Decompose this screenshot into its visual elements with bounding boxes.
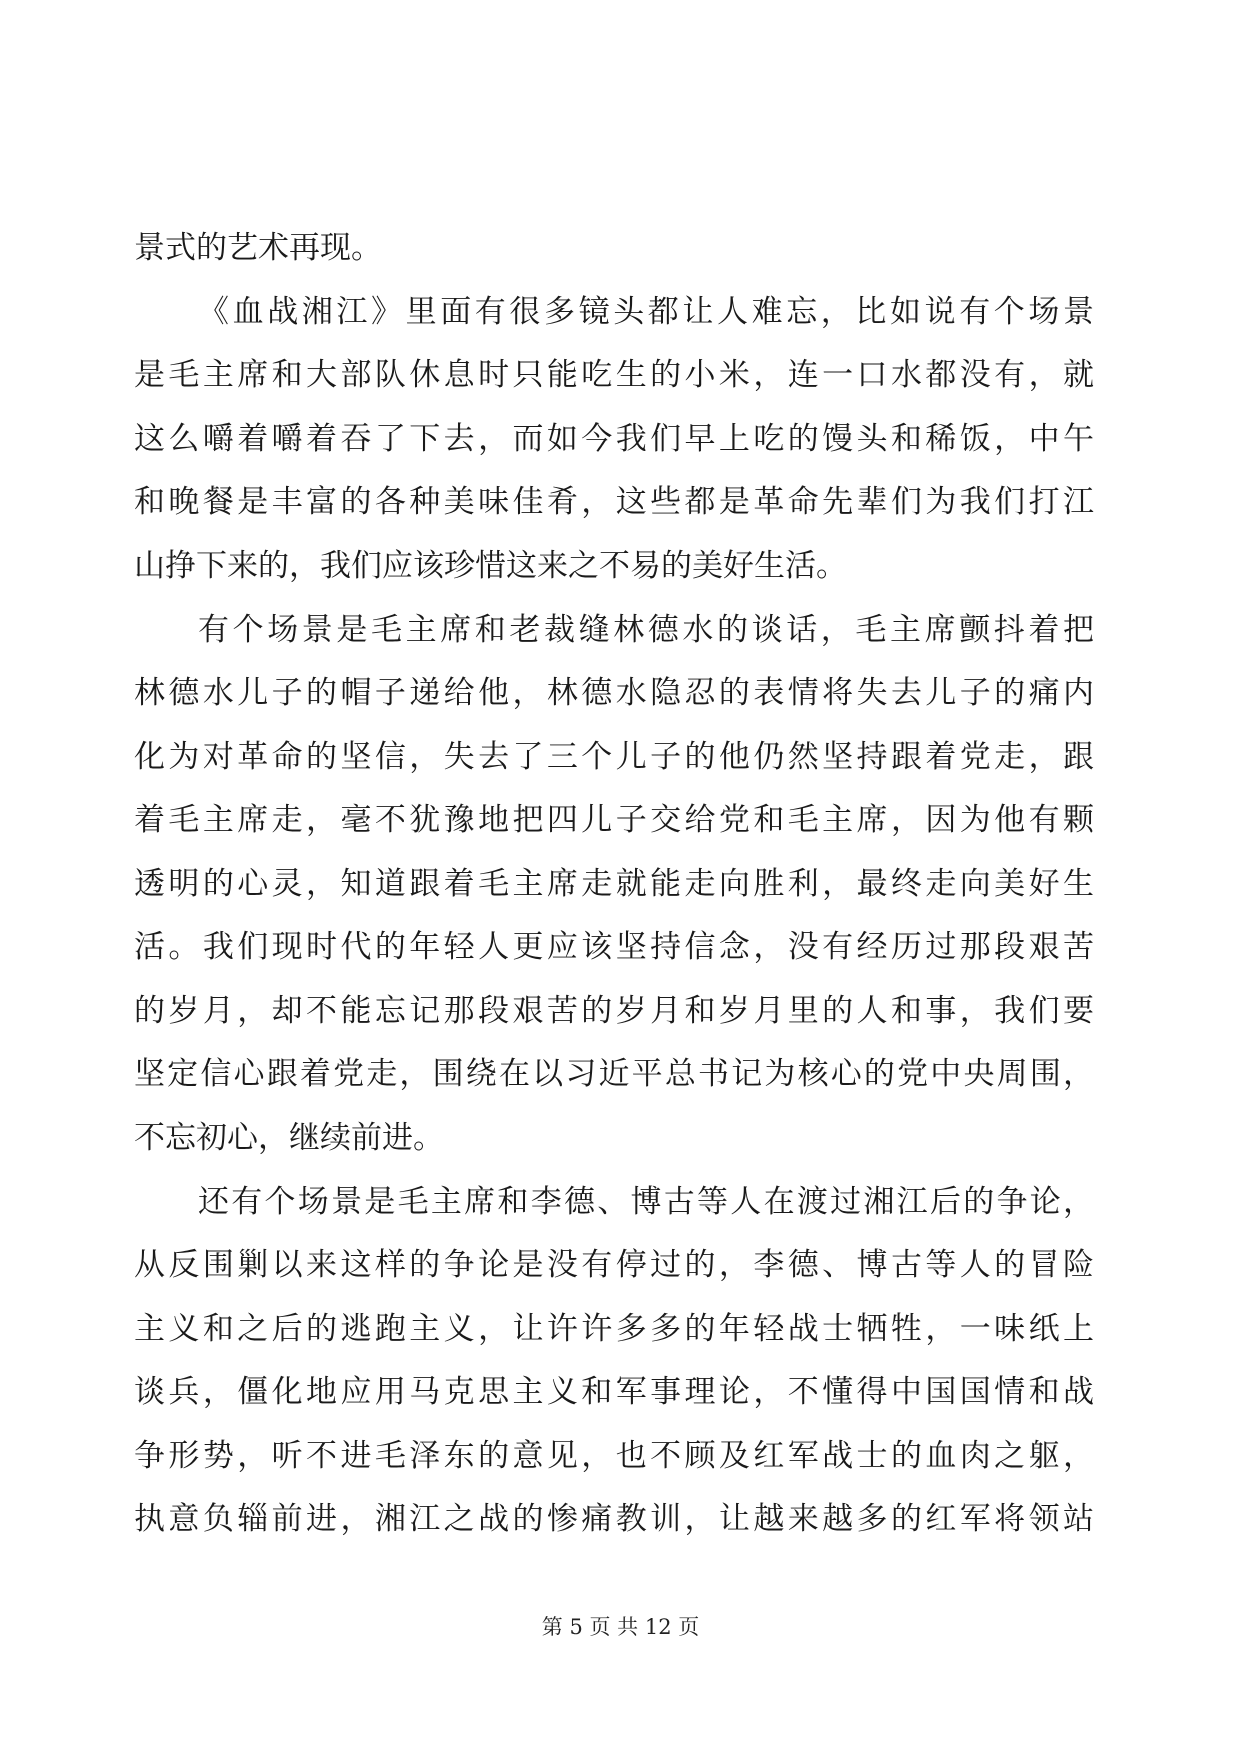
text-line: 从反围剿以来这样的争论是没有停过的，李德、博古等人的冒险	[134, 1247, 1094, 1283]
page-footer: 第 5 页 共 12 页	[541, 1615, 700, 1639]
text-line: 化为对革命的坚信，失去了三个儿子的他仍然坚持跟着党走，跟	[134, 739, 1094, 775]
text-line: 的岁月，却不能忘记那段艰苦的岁月和岁月里的人和事，我们要	[134, 993, 1094, 1029]
text-line: 不忘初心，继续前进。	[134, 1120, 444, 1156]
text-line: 坚定信心跟着党走，围绕在以习近平总书记为核心的党中央周围，	[134, 1056, 1094, 1092]
text-line: 主义和之后的逃跑主义，让许许多多的年轻战士牺牲，一味纸上	[134, 1311, 1094, 1347]
text-line: 《血战湘江》里面有很多镜头都让人难忘，比如说有个场景	[198, 294, 1094, 330]
text-line: 景式的艺术再现。	[134, 230, 382, 266]
text-line: 谈兵，僵化地应用马克思主义和军事理论，不懂得中国国情和战	[134, 1374, 1094, 1410]
text-line: 有个场景是毛主席和老裁缝林德水的谈话，毛主席颤抖着把	[198, 612, 1094, 648]
text-line: 透明的心灵，知道跟着毛主席走就能走向胜利，最终走向美好生	[134, 866, 1094, 902]
text-line: 争形势，听不进毛泽东的意见，也不顾及红军战士的血肉之躯，	[134, 1438, 1094, 1474]
text-line: 活。我们现时代的年轻人更应该坚持信念，没有经历过那段艰苦	[134, 929, 1094, 965]
text-line: 是毛主席和大部队休息时只能吃生的小米，连一口水都没有，就	[134, 357, 1094, 393]
text-line: 着毛主席走，毫不犹豫地把四儿子交给党和毛主席，因为他有颗	[134, 802, 1094, 838]
text-line: 林德水儿子的帽子递给他，林德水隐忍的表情将失去儿子的痛内	[134, 675, 1094, 711]
text-line: 和晚餐是丰富的各种美味佳肴，这些都是革命先辈们为我们打江	[134, 484, 1094, 520]
text-line: 山挣下来的，我们应该珍惜这来之不易的美好生活。	[134, 548, 847, 584]
text-line: 还有个场景是毛主席和李德、博古等人在渡过湘江后的争论，	[198, 1184, 1094, 1220]
text-line: 这么嚼着嚼着吞了下去，而如今我们早上吃的馒头和稀饭，中午	[134, 421, 1094, 457]
text-line: 执意负辎前进，湘江之战的惨痛教训，让越来越多的红军将领站	[134, 1501, 1094, 1537]
